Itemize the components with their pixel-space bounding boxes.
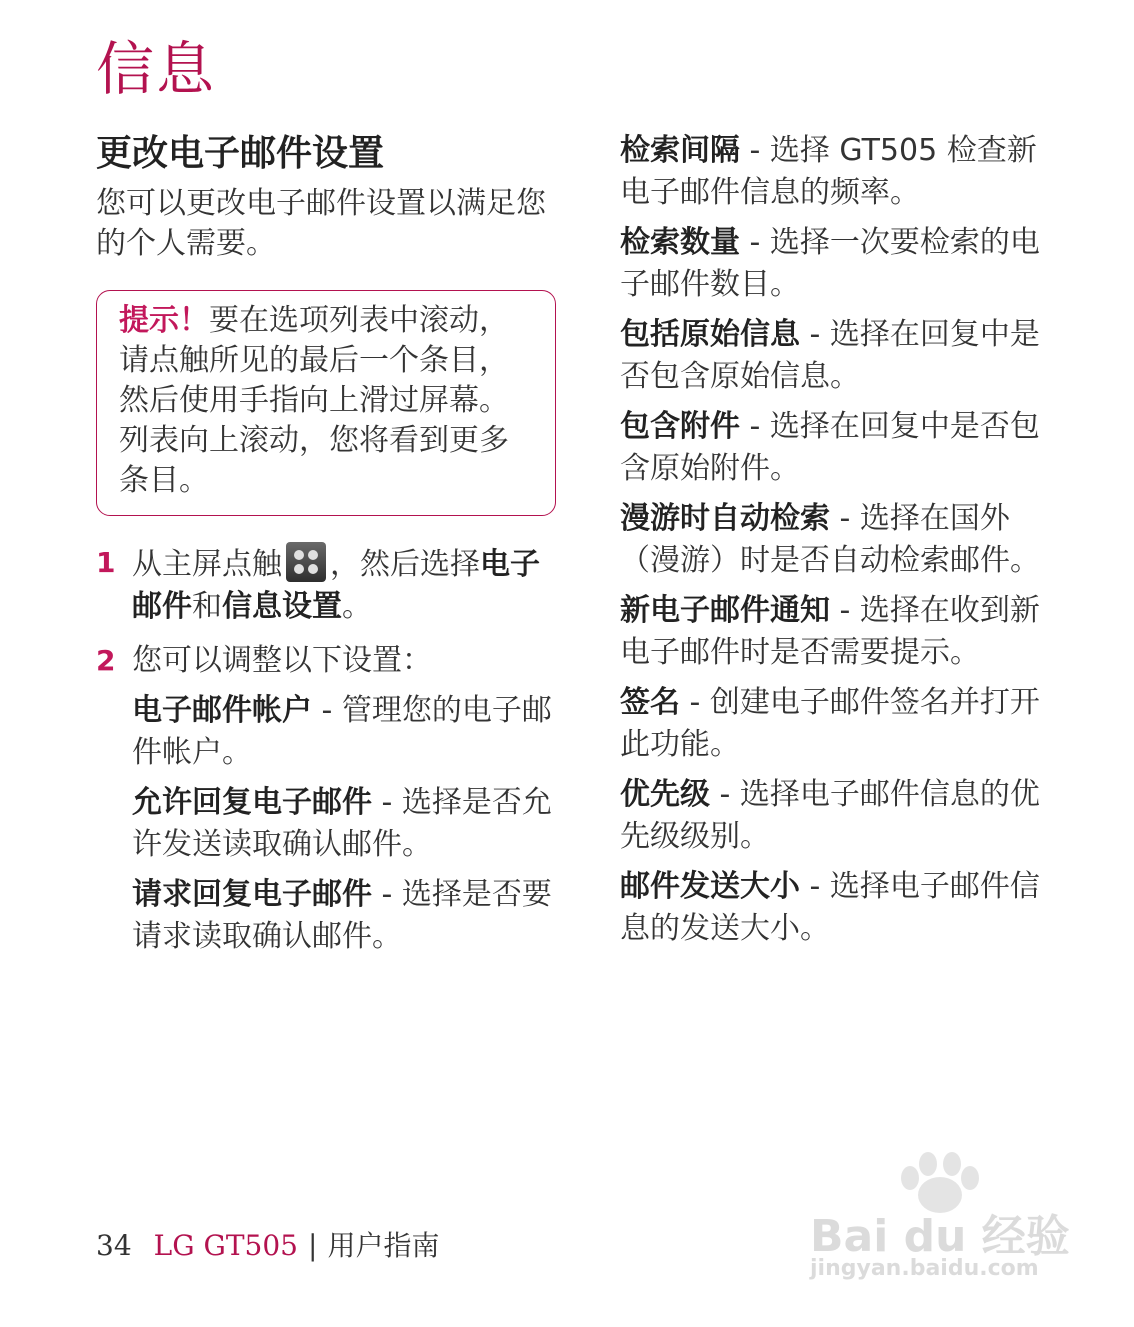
setting-desc: - 选择是否允许发送读取确认邮件。 — [132, 785, 552, 862]
step-text: 您可以调整以下设置： — [132, 643, 432, 678]
setting-desc: - 选择一次要检索的电子邮件数目。 — [620, 225, 1040, 302]
setting-desc: - 选择在回复中是否包含原始附件。 — [620, 409, 1040, 486]
tip-text: 要在选项列表中滚动，请点触所见的最后一个条目，然后使用手指向上滑过屏幕。列表向上滚动，您将看到更多条目。 — [119, 303, 509, 498]
setting-name: 包括原始信息 — [620, 317, 800, 352]
setting-desc: - 选择在回复中是否包含原始信息。 — [620, 317, 1040, 394]
setting-item — [132, 782, 556, 866]
setting-desc: - 选择 GT505 检查新电子邮件信息的频率。 — [620, 133, 1037, 210]
guide-label: 用户指南 — [327, 1229, 440, 1262]
setting-desc: - 创建电子邮件签名并打开此功能。 — [620, 685, 1040, 762]
watermark-url: jingyan.baidu.com — [810, 1256, 1039, 1281]
setting-item — [620, 774, 1050, 858]
step-1 — [96, 542, 556, 628]
message-settings-term: 信息设置 — [222, 589, 342, 624]
setting-desc: - 管理您的电子邮件帐户。 — [132, 693, 552, 770]
left-column — [96, 130, 556, 970]
setting-name: 漫游时自动检索 — [620, 501, 830, 536]
step-1-and: 和 — [192, 589, 222, 624]
tip-label: 提示！ — [119, 303, 209, 338]
section-title: 信息 — [96, 35, 217, 103]
page-heading: 更改电子邮件设置 — [96, 133, 385, 174]
tip-content — [119, 301, 537, 501]
setting-name: 优先级 — [620, 777, 710, 812]
setting-name: 邮件发送大小 — [620, 869, 800, 904]
intro-text: 您可以更改电子邮件设置以满足您的个人需要。 — [96, 186, 546, 261]
tip-box — [96, 290, 556, 516]
page-number: 34 — [96, 1229, 132, 1262]
step-text — [132, 542, 556, 628]
setting-item — [132, 874, 556, 958]
setting-name: 允许回复电子邮件 — [132, 785, 372, 820]
setting-desc: - 选择是否要请求读取确认邮件。 — [132, 877, 552, 954]
setting-desc: - 选择在收到新电子邮件时是否需要提示。 — [620, 593, 1040, 670]
setting-name: 签名 — [620, 685, 680, 720]
watermark-logo: Bai du 经验 — [810, 1211, 1070, 1262]
steps-list — [96, 542, 556, 958]
setting-item — [132, 690, 556, 774]
setting-name: 包含附件 — [620, 409, 740, 444]
setting-item — [620, 498, 1050, 582]
page-footer — [96, 1226, 439, 1266]
step-number: 1 — [96, 546, 116, 579]
setting-desc: - 选择电子邮件信息的发送大小。 — [620, 869, 1040, 946]
model-name: LG GT505 — [153, 1229, 298, 1262]
setting-name: 检索间隔 — [620, 133, 740, 168]
step-1-end: 。 — [342, 589, 372, 624]
setting-name: 新电子邮件通知 — [620, 593, 830, 628]
setting-desc: - 选择电子邮件信息的优先级级别。 — [620, 777, 1040, 854]
left-settings-list — [132, 690, 556, 958]
step-number: 2 — [96, 644, 116, 677]
step-1-mid: ，然后选择 — [330, 547, 480, 582]
right-column — [620, 130, 1050, 958]
setting-item — [620, 130, 1050, 214]
footer-separator: | — [308, 1229, 318, 1262]
setting-name: 电子邮件帐户 — [132, 693, 312, 728]
setting-item — [620, 590, 1050, 674]
setting-item — [620, 222, 1050, 306]
step-1-pre: 从主屏点触 — [132, 547, 282, 582]
setting-item — [620, 406, 1050, 490]
apps-grid-icon — [286, 542, 326, 582]
setting-name: 检索数量 — [620, 225, 740, 260]
baidu-watermark — [790, 1150, 1080, 1300]
setting-item — [620, 314, 1050, 398]
step-2 — [96, 640, 556, 958]
setting-name: 请求回复电子邮件 — [132, 877, 372, 912]
setting-item — [620, 682, 1050, 766]
setting-item — [620, 866, 1050, 950]
setting-desc: - 选择在国外（漫游）时是否自动检索邮件。 — [620, 501, 1040, 578]
email-term: 电子邮件 — [132, 547, 540, 624]
